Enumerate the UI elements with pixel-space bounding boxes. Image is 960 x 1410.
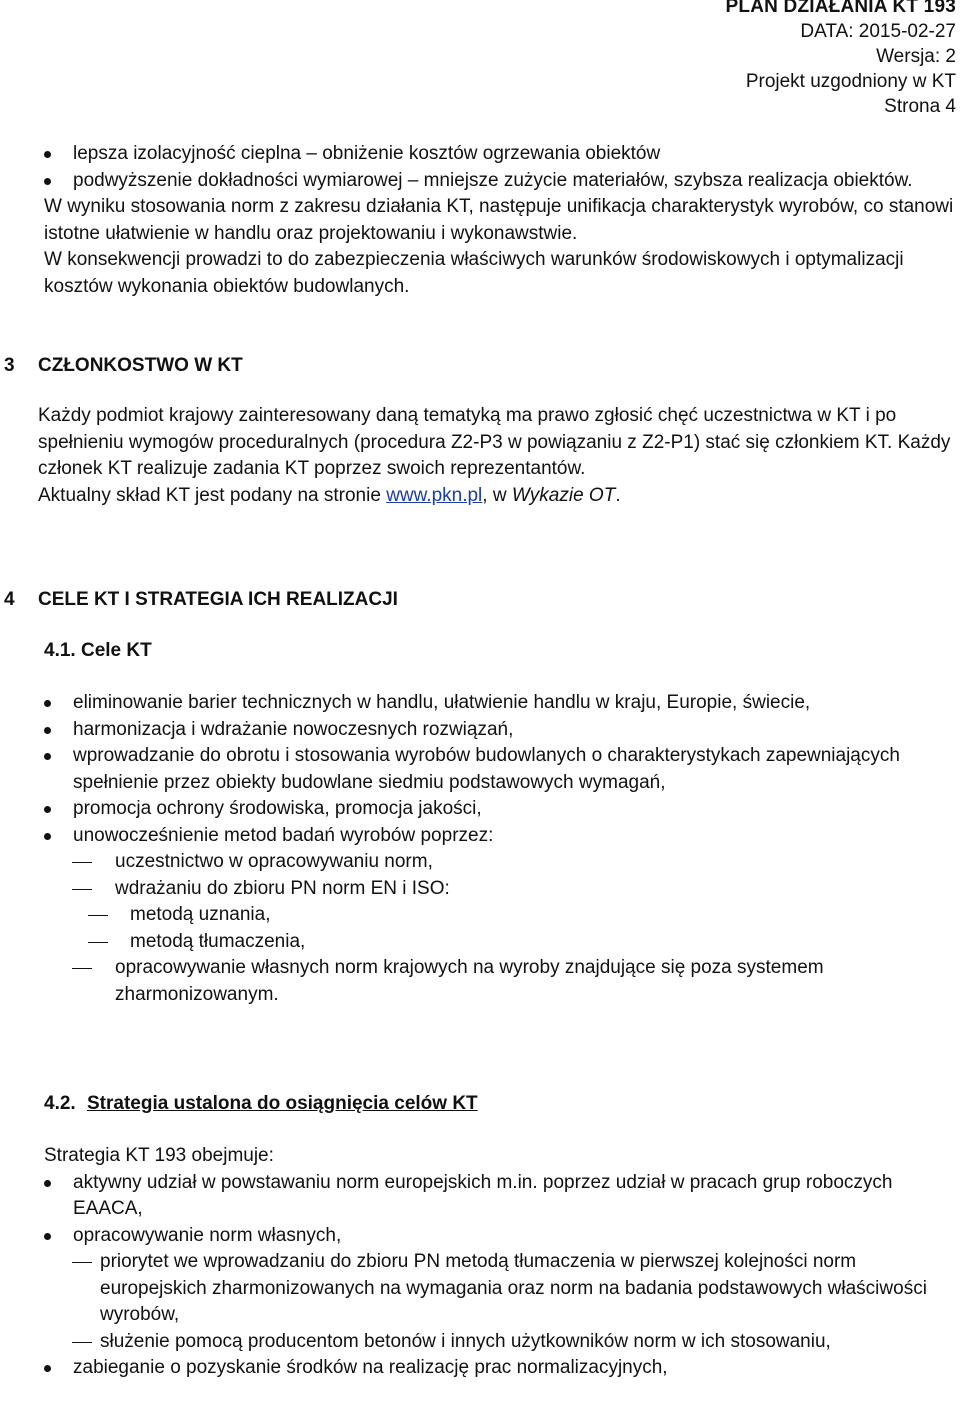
list-item: opracowywanie norm własnych, — [0, 1223, 954, 1250]
sub-list-item: uczestnictwo w opracowywaniu norm, — [0, 849, 954, 876]
paragraph: Strategia KT 193 obejmuje: — [44, 1145, 274, 1166]
goals-list — [0, 690, 954, 1008]
subsection-heading: Strategia ustalona do osiągnięcia celów KT — [87, 1093, 478, 1114]
sub-sub-list-item: metodą tłumaczenia, — [0, 929, 954, 956]
intro-section — [0, 141, 954, 300]
list-item: eliminowanie barier technicznych w handlu, ułatwienie handlu w kraju, Europie, świecie, — [0, 690, 954, 717]
list-item: aktywny udział w powstawaniu norm europejskich m.in. poprzez udział w pracach grup roboczych EAACA, — [0, 1170, 954, 1223]
subsection-number: 4.2. — [44, 1093, 76, 1114]
paragraph: Każdy podmiot krajowy zainteresowany daną tematyką ma prawo zgłosić chęć uczestnictwa w KT i po spełnieniu wymogów proceduralnych (procedura Z2-P3 w powiązaniu z Z2-P1) stać się członkiem KT. Każdy członek KT realizuje zadania KT poprzez swoich reprezentantów. — [38, 405, 951, 479]
section-heading: CZŁONKOSTWO W KT — [38, 355, 243, 376]
text: Aktualny skład KT jest podany na stronie — [38, 484, 387, 506]
document-status: Projekt uzgodniony w KT — [745, 71, 956, 92]
document-version: Wersja: 2 — [876, 46, 956, 67]
strategy-section — [0, 1143, 954, 1382]
page-header — [726, 0, 956, 119]
sub-list-item: służenie pomocą producentom betonów i innych użytkowników norm w ich stosowaniu, — [0, 1329, 954, 1356]
membership-link-line — [0, 483, 954, 510]
membership-section — [0, 403, 954, 509]
list-item: podwyższenie dokładności wymiarowej – mniejsze zużycie materiałów, szybsza realizacja obiektów. — [0, 168, 954, 195]
page-number: Strona 4 — [884, 96, 956, 117]
plan-title: PLAN DZIAŁANIA KT 193 — [725, 0, 956, 17]
section-number: 4 — [4, 589, 15, 610]
section-heading: CELE KT I STRATEGIA ICH REALIZACJI — [38, 589, 398, 610]
list-item: zabieganie o pozyskanie środków na realizację prac normalizacyjnych, — [0, 1355, 954, 1382]
sub-sub-list-item: metodą uznania, — [0, 902, 954, 929]
document-date: DATA: 2015-02-27 — [800, 21, 956, 42]
paragraph: W wyniku stosowania norm z zakresu działania KT, następuje unifikacja charakterystyk wyrobów, co stanowi istotne ułatwienie w handlu oraz projektowaniu i wykonawstwie. — [44, 196, 954, 244]
sub-list-item: opracowywanie własnych norm krajowych na wyroby znajdujące się poza systemem zharmonizowanym. — [0, 955, 954, 1008]
section-number: 3 — [4, 355, 15, 376]
list-item: wprowadzanie do obrotu i stosowania wyrobów budowlanych o charakterystykach zapewniających spełnienie przez obiekty budowlane siedmiu podstawowych wymagań, — [0, 743, 954, 796]
list-item: promocja ochrony środowiska, promocja jakości, — [0, 796, 954, 823]
list-item: lepsza izolacyjność cieplna – obniżenie kosztów ogrzewania obiektów — [0, 141, 954, 168]
text: . — [615, 484, 621, 506]
list-item: harmonizacja i wdrażanie nowoczesnych rozwiązań, — [0, 717, 954, 744]
sub-list-item: priorytet we wprowadzaniu do zbioru PN metodą tłumaczenia w pierwszej kolejności norm europejskich zharmonizowanych na wymagania oraz norm na badania podstawowych właściwości wyrobów, — [0, 1249, 954, 1329]
sub-list-item: wdrażaniu do zbioru PN norm EN i ISO: — [0, 876, 954, 903]
list-item: unowocześnienie metod badań wyrobów poprzez: — [0, 823, 954, 850]
text: Wykazie OT — [511, 484, 616, 506]
subsection-heading: 4.1. Cele KT — [44, 640, 152, 661]
text: , w — [482, 484, 512, 506]
pkn-link[interactable]: www.pkn.pl — [386, 484, 483, 506]
paragraph: W konsekwencji prowadzi to do zabezpieczenia właściwych warunków środowiskowych i optymalizacji kosztów wykonania obiektów budowlanych. — [44, 249, 904, 297]
